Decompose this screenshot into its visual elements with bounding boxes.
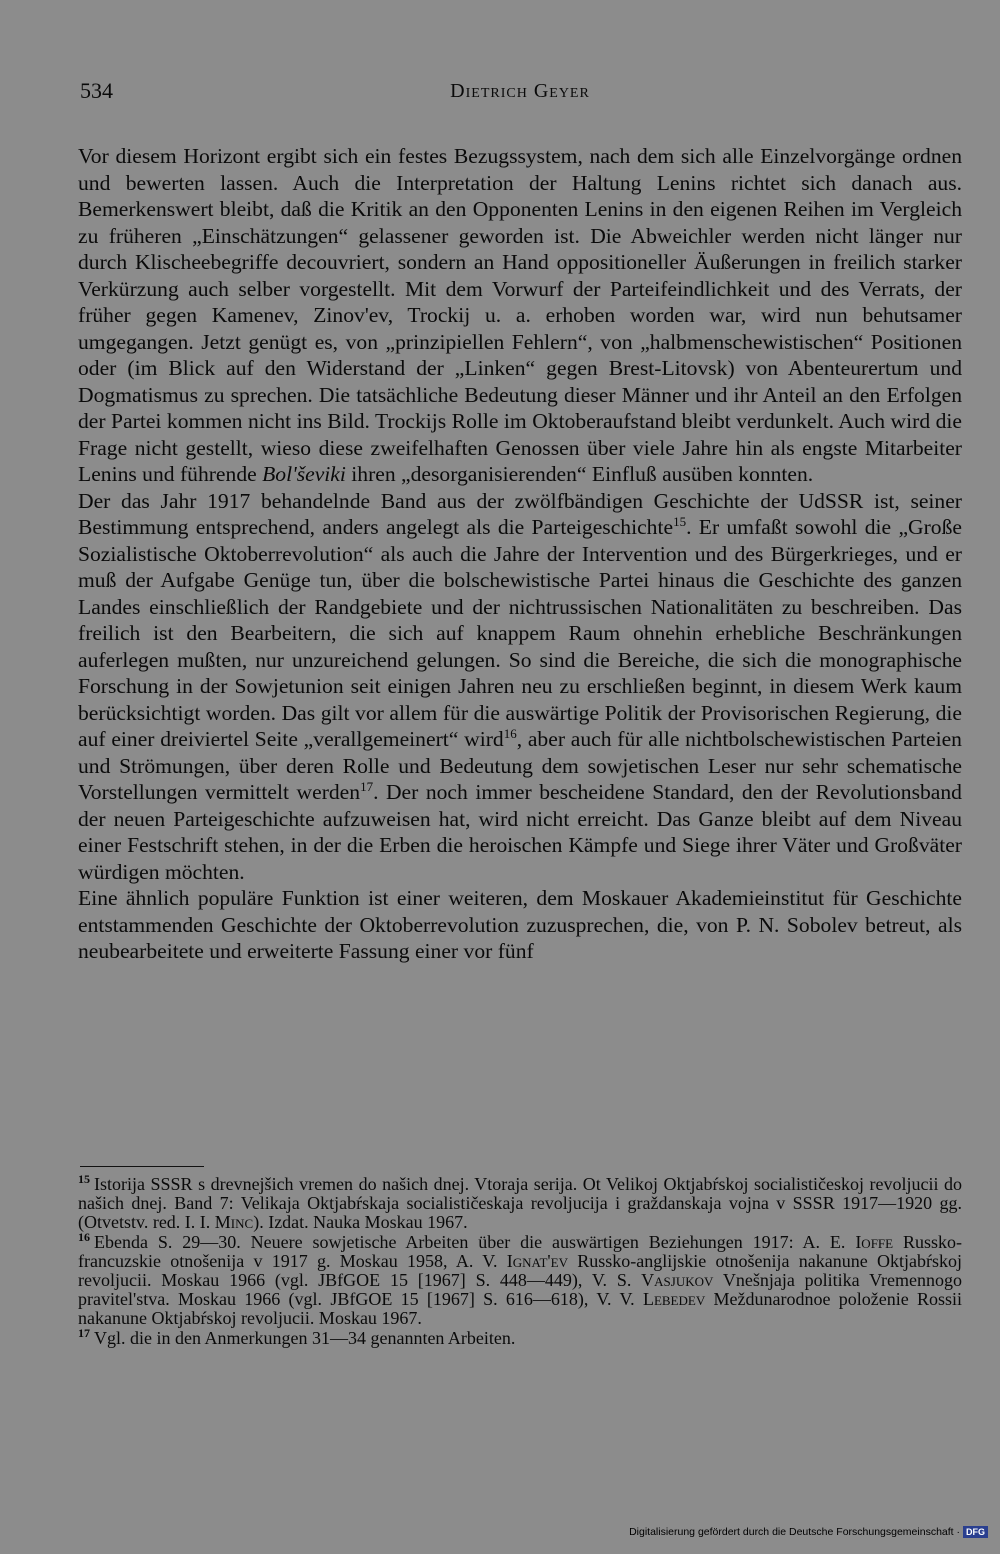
credit-text: Digitalisierung gefördert durch die Deutsche Forschungsgemeinschaft · [629,1526,960,1538]
digitization-credit [629,1526,988,1538]
paragraph-2-text-a: Der das Jahr 1917 behandelnde Band aus der zwölfbändigen Geschichte der UdSSR ist, seiner Bestimmung entsprechend, anders angelegt als die Parteigeschichte [78,488,962,539]
paragraph-1-text-a: Vor diesem Horizont ergibt sich ein festes Bezugssystem, nach dem sich alle Einzelvorgänge ordnen und bewerten lassen. Auch die Interpretation der Haltung Lenins richtet sich danach aus. Bemerkenswert bleibt, daß die Kritik an den Opponenten Lenins in den eigenen Reihen im Vergleich zu früheren „Einschätzungen“ gelassener geworden ist. Die Abweichler werden nicht länger nur durch Klischeebegriffe decouvriert, sondern an Hand oppositioneller Äußerungen in freilich starker Verkürzung auch selber vorgestellt. Mit dem Vorwurf der Parteifeindlichkeit und des Verrats, der früher gegen Kamenev, Zinov'ev, Trockij u. a. erhoben worden war, wird nun behutsamer umgegangen. Jetzt genügt es, von „prinzipiellen Fehlern“, von „halbmenschewistischen“ Positionen oder (im Blick auf den Widerstand der „Linken“ gegen Brest-Litovsk) von Abenteurertum und Dogmatismus zu sprechen. Die tatsächliche Bedeutung dieser Männer und ihr Anteil an den Erfolgen der Partei kommen nicht ins Bild. Trockijs Rolle im Oktoberaufstand bleibt verdunkelt. Auch wird die Frage nicht gestellt, wieso diese zweifelhaften Genossen über viele Jahre hin als engste Mitarbeiter Lenins und führende [78,144,962,486]
paragraph-3: Eine ähnlich populäre Funktion ist einer weiteren, dem Moskauer Akademieinstitut für Geschichte entstammenden Geschichte der Oktoberrevolution zuzusprechen, die, von P. N. Sobolev betreut, als neubearbeitete und erweiterte Fassung einer vor fünf [78,886,962,963]
main-text [78,143,962,965]
footnote-ref-17[interactable]: 17 [360,778,374,794]
footnote-16-author-2: Ignat'ev [506,1250,568,1271]
footnote-16-author-1: Ioffe [855,1231,894,1252]
paragraph-2-text-b: . Er umfaßt sowohl die „Große Sozialistische Oktoberrevolution“ als auch die Jahre der Intervention und des Bürgerkrieges, und er muß der Aufgabe Genüge tun, über die bolschewistische Partei hinaus die Geschichte des ganzen Landes einschließlich der Randgebiete und der nichtrussischen Nationalitäten zu beschreiben. Das freilich ist den Bearbeitern, die sich auf knappem Raum ohnehin erhebliche Beschränkungen auferlegen mußten, nur unzureichend gelungen. So sind die Bereiche, die sich die monographische Forschung in der Sowjetunion seit einigen Jahren neu zu erschließen beginnt, in diesem Werk kaum berücksichtigt worden. Das gilt vor allem für die auswärtige Politik der Provisorischen Regierung, die auf einer dreiviertel Seite „verallgemeinert“ wird [78,515,962,751]
footnote-16-text-e: Meždunarodnoe položenie Rossii nakanune Oktjabŕskoj revoljucii. Moskau 1967. [78,1289,962,1329]
footnote-17-text: Vgl. die in den Anmerkungen 31—34 genannten Arbeiten. [94,1327,516,1348]
paragraph-1-italic: Bol'ševiki [262,462,346,486]
footnote-ref-16[interactable]: 16 [503,725,517,741]
footnote-17 [78,1325,962,1348]
footnote-16-text-a: Ebenda S. 29—30. Neuere sowjetische Arbeiten über die auswärtigen Beziehungen 1917: A. E. [94,1231,856,1252]
paragraph-1 [78,143,962,488]
footnote-16-author-3: Vasjukov [641,1270,714,1291]
footnote-16-text-d: Vnešnjaja politika Vremennogo pravitel'stva. Moskau 1966 (vgl. JBfGOE 15 [1967] S. 616—618), V. V. [78,1270,963,1310]
paragraph-2-text-c: , aber auch für alle nichtbolschewistischen Parteien und Strömungen, über deren Rolle und Bedeutung dem sowjetischen Leser nur sehr schematische Vorstellungen vermittelt werden [78,727,962,804]
paragraph-2-text-d: . Der noch immer bescheidene Standard, den der Revolutionsband der neuen Parteigeschichte aufzuweisen hat, wird nicht erreicht. Das Ganze bleibt auf dem Niveau einer Festschrift stehen, in der die Erben die heroischen Kämpfe und Siege ihrer Väter und Großväter würdigen möchten. [78,780,962,884]
dfg-logo-icon: DFG [963,1526,988,1538]
footnote-15-text-b: ). Izdat. Nauka Moskau 1967. [253,1212,468,1233]
footnote-16-text-b: Russko-francuzskie otnošenija v 1917 g. Moskau 1958, A. V. [78,1231,963,1271]
footnote-15-text-a: Istorija SSSR s drevnejšich vremen do našich dnej. Vtoraja serija. Ot Velikoj Oktjabŕskoj socialističeskoj revoljucii do našich dnej. Band 7: Velikaja Oktjabŕskaja socialističeskaja revoljucija i graždanskaja vojna v SSSR 1917—1920 gg. (Otvetstv. red. I. I. [78,1174,962,1233]
footnote-ref-15[interactable]: 15 [673,513,687,529]
footnote-15-mark: 15 [78,1172,90,1186]
paragraph-1-text-b: ihren „desorganisierenden“ Einfluß ausüben konnten. [345,462,814,486]
footnote-15 [78,1172,962,1233]
footnote-17-mark: 17 [78,1325,90,1340]
footnote-15-author: Minc [214,1212,254,1233]
page-number: 534 [80,78,113,103]
running-head: Dietrich Geyer [450,80,590,102]
footnote-16-mark: 16 [78,1229,90,1244]
footnote-16-text-c: Russko-anglijskie otnošenija nakanune Oktjabŕskoj revoljucii. Moskau 1966 (vgl. JBfGOE 15 [1967] S. 448—449), V. S. [78,1250,962,1291]
footnotes [78,1172,963,1348]
paragraph-2 [78,488,962,886]
footnote-16-author-4: Lebedev [642,1289,706,1310]
footnote-divider [80,1166,204,1167]
page-header [80,78,960,114]
footnote-16 [78,1229,963,1329]
